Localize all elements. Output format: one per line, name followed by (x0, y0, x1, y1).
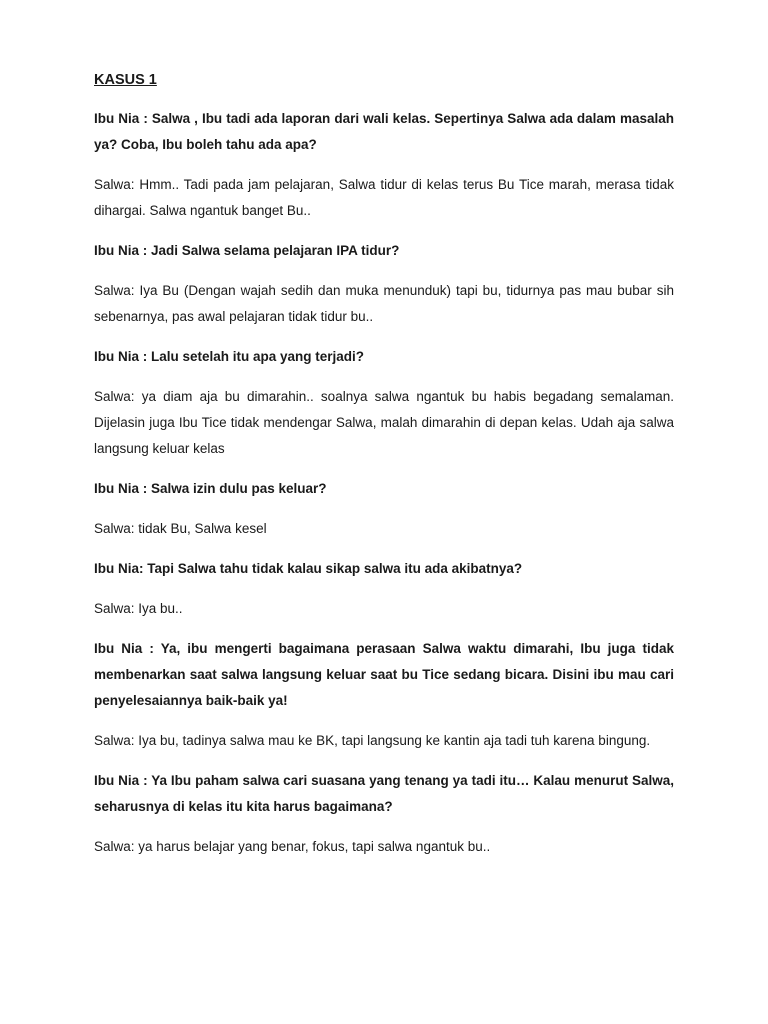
dialogue-ibu-nia: Ibu Nia : Salwa , Ibu tadi ada laporan dari wali kelas. Sepertinya Salwa ada dalam masalah ya? Coba, Ibu boleh tahu ada apa? (94, 111, 674, 152)
document-title: KASUS 1 (94, 72, 157, 88)
dialogue-ibu-nia: Ibu Nia : Lalu setelah itu apa yang terjadi? (94, 349, 365, 364)
dialogue-ibu-nia: Ibu Nia: Tapi Salwa tahu tidak kalau sikap salwa itu ada akibatnya? (94, 561, 523, 576)
dialogue-salwa: Salwa: ya harus belajar yang benar, fokus, tapi salwa ngantuk bu.. (94, 839, 491, 854)
dialogue-ibu-nia: Ibu Nia : Jadi Salwa selama pelajaran IPA tidur? (94, 243, 400, 258)
document-body (94, 70, 674, 874)
dialogue-salwa: Salwa: ya diam aja bu dimarahin.. soalnya salwa ngantuk bu habis begadang semalaman. Dijelasin juga Ibu Tice tidak mendengar Salwa, malah dimarahin di depan kelas. Udah aja salwa langsung keluar kelas (94, 389, 674, 456)
dialogue-salwa: Salwa: tidak Bu, Salwa kesel (94, 521, 267, 536)
dialogue-salwa: Salwa: Hmm.. Tadi pada jam pelajaran, Salwa tidur di kelas terus Bu Tice marah, merasa tidak dihargai. Salwa ngantuk banget Bu.. (94, 177, 674, 218)
dialogue-salwa: Salwa: Iya bu.. (94, 601, 183, 616)
dialogue-salwa: Salwa: Iya bu, tadinya salwa mau ke BK, tapi langsung ke kantin aja tadi tuh karena bingung. (94, 733, 651, 748)
dialogue-ibu-nia: Ibu Nia : Ya Ibu paham salwa cari suasana yang tenang ya tadi itu… Kalau menurut Salwa, seharusnya di kelas itu kita harus bagaimana? (94, 773, 674, 814)
dialogue-ibu-nia: Ibu Nia : Ya, ibu mengerti bagaimana perasaan Salwa waktu dimarahi, Ibu juga tidak membenarkan saat salwa langsung keluar saat bu Tice sedang bicara. Disini ibu mau cari penyelesaiannya baik-baik ya! (94, 641, 674, 708)
dialogue-ibu-nia: Ibu Nia : Salwa izin dulu pas keluar? (94, 481, 327, 496)
dialogue-salwa: Salwa: Iya Bu (Dengan wajah sedih dan muka menunduk) tapi bu, tidurnya pas mau bubar sih sebenarnya, pas awal pelajaran tidak tidur bu.. (94, 283, 674, 324)
